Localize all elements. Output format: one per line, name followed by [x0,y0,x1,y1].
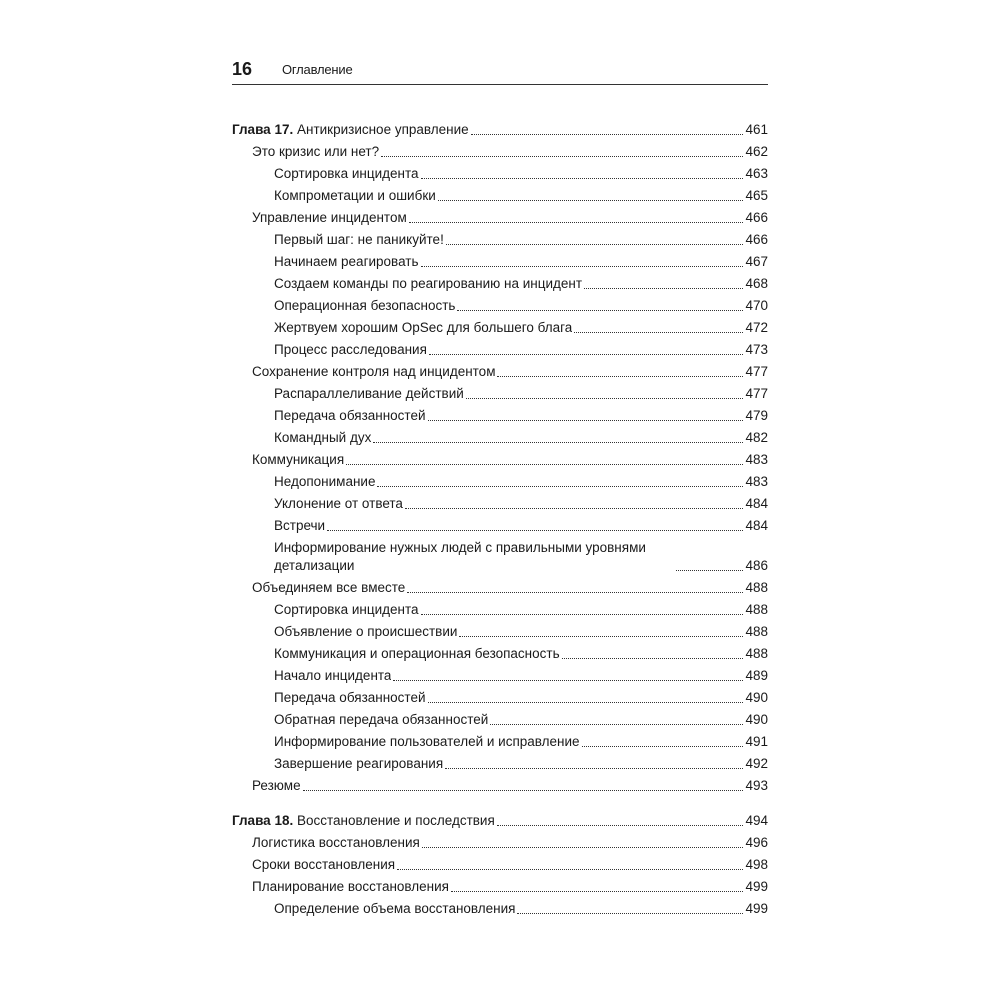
toc-entry-text: Логистика восстановления [252,835,420,850]
toc-entry-title [274,253,419,271]
toc-page-number: 490 [745,712,768,727]
toc-entry-title [274,429,371,447]
toc-entry-title [252,834,420,852]
toc-page-number: 491 [745,734,768,749]
toc-entry-text: Процесс расследования [274,342,427,357]
toc-page-number: 467 [745,254,768,269]
toc-entry-title [274,165,419,183]
toc-entry-text: Командный дух [274,430,372,445]
toc-entry-text: Жертвуем хорошим OpSec для большего блага [274,320,573,335]
toc-page-number: 479 [745,408,768,423]
toc-entry-title [274,517,325,535]
toc-entry-text: Коммуникация и операционная безопасность [274,646,560,661]
toc-entry-title [274,231,444,249]
dot-leader [377,486,743,487]
toc-page-number: 461 [745,122,768,137]
toc-entry-text: Сохранение контроля над инцидентом [252,364,496,379]
dot-leader [574,332,743,333]
toc-entry [232,337,768,359]
toc-entry-text: Первый шаг: не паникуйте! [274,232,444,247]
toc-entry [232,469,768,491]
toc-entry-title [252,579,405,597]
toc-page-number: 488 [745,624,768,639]
toc-entry [232,597,768,619]
toc-chapter-entry [232,117,768,139]
toc-entry-text: Компрометации и ошибки [274,188,436,203]
running-title: Оглавление [282,62,353,77]
toc-entry-text: Резюме [252,778,301,793]
toc-entry-text: Уклонение от ответа [274,496,403,511]
toc-entry-text: Планирование восстановления [252,879,449,894]
toc-entry [232,161,768,183]
toc-entry-text: Передача обязанностей [274,690,426,705]
toc-entry-title [274,755,443,773]
toc-entry-text: Недопонимание [274,474,376,489]
toc-entry [232,315,768,337]
toc-page-number: 496 [745,835,768,850]
toc-page-number: 483 [745,452,768,467]
toc-page-number: 466 [745,232,768,247]
toc-entry-title [252,143,379,161]
toc-page-number: 499 [745,879,768,894]
dot-leader [490,724,743,725]
toc-chapter-label: Глава 18. [232,813,294,828]
toc-entry-title [274,645,560,663]
toc-entry-title [274,341,427,359]
toc-entry [232,205,768,227]
dot-leader [497,825,744,826]
toc-entry-title [274,407,426,425]
toc-entry [232,729,768,751]
toc-entry-title [274,539,674,575]
toc-page-number: 488 [745,580,768,595]
toc-entry [232,381,768,403]
dot-leader [517,913,743,914]
toc-entry-title [274,900,515,918]
toc-page-number: 499 [745,901,768,916]
toc-page-number: 462 [745,144,768,159]
dot-leader [428,420,744,421]
dot-leader [438,200,744,201]
toc-entry-title [274,711,488,729]
dot-leader [445,768,743,769]
toc-entry [232,707,768,729]
dot-leader [303,790,744,791]
dot-leader [459,636,743,637]
toc-page-number: 477 [745,386,768,401]
toc-page-number: 493 [745,778,768,793]
dot-leader [421,266,744,267]
toc-page-number: 498 [745,857,768,872]
toc-page-number: 477 [745,364,768,379]
toc-entry-title [232,121,469,139]
toc-page-number: 488 [745,646,768,661]
toc-entry [232,293,768,315]
toc-entry [232,227,768,249]
toc-entry-title [274,623,457,641]
dot-leader [457,310,743,311]
dot-leader [429,354,744,355]
toc-entry-title [274,689,426,707]
toc-entry [232,575,768,597]
toc-entry-text: Объявление о происшествии [274,624,458,639]
toc-page-number: 484 [745,496,768,511]
toc-entry-text: Антикризисное управление [296,122,469,137]
toc-page-number: 494 [745,813,768,828]
dot-leader [405,508,744,509]
toc-entry [232,271,768,293]
dot-leader [471,134,744,135]
toc-entry-text: Объединяем все вместе [252,580,406,595]
dot-leader [421,614,744,615]
toc-entry [232,685,768,707]
toc-entry-text: Коммуникация [252,452,345,467]
toc-entry [232,513,768,535]
toc-entry [232,535,768,575]
toc-chapter-label: Глава 17. [232,122,294,137]
toc-entry [232,447,768,469]
toc-page-number: 492 [745,756,768,771]
toc-page-number: 483 [745,474,768,489]
toc-entry-title [252,878,449,896]
toc-entry [232,641,768,663]
toc-entry-text: Сортировка инцидента [274,602,419,617]
toc-entry-text: Передача обязанностей [274,408,426,423]
toc-entry [232,751,768,773]
dot-leader [346,464,743,465]
toc-entry-title [252,363,495,381]
toc-entry [232,852,768,874]
toc-entry [232,619,768,641]
toc-page-number: 472 [745,320,768,335]
toc-entry-title [274,601,419,619]
dot-leader [582,746,744,747]
dot-leader [422,847,744,848]
dot-leader [393,680,743,681]
toc-page-number: 473 [745,342,768,357]
toc-page-number: 486 [745,558,768,573]
toc-entry-text: Распараллеливание действий [274,386,464,401]
dot-leader [428,702,744,703]
toc-entry-text: Начинаем реагировать [274,254,419,269]
toc-entry [232,830,768,852]
toc-page-number: 470 [745,298,768,313]
toc-entry [232,403,768,425]
table-of-contents [232,117,768,918]
toc-entry [232,139,768,161]
toc-entry [232,773,768,795]
dot-leader [409,222,744,223]
dot-leader [327,530,743,531]
toc-entry [232,249,768,271]
toc-entry-text: Обратная передача обязанностей [274,712,489,727]
toc-entry [232,896,768,918]
toc-entry-text: Завершение реагирования [274,756,444,771]
dot-leader [407,592,743,593]
toc-page-number: 488 [745,602,768,617]
toc-entry-title [274,385,464,403]
toc-entry-text: Информирование пользователей и исправление [274,734,580,749]
toc-entry-title [274,275,582,293]
dot-leader [446,244,744,245]
toc-entry-text: Восстановление и последствия [296,813,495,828]
toc-entry [232,491,768,513]
dot-leader [421,178,744,179]
dot-leader [381,156,743,157]
toc-page-number: 490 [745,690,768,705]
dot-leader [451,891,743,892]
toc-entry [232,425,768,447]
dot-leader [562,658,744,659]
page-number: 16 [232,59,253,79]
dot-leader [373,442,743,443]
dot-leader [497,376,743,377]
toc-entry-text: Сортировка инцидента [274,166,419,181]
toc-entry-title [232,812,495,830]
toc-entry-title [252,777,301,795]
toc-entry [232,874,768,896]
toc-entry-title [274,319,572,337]
dot-leader [676,570,743,571]
toc-entry-text: Информирование нужных людей с правильными уровнями детализации [274,540,646,573]
toc-page-number: 468 [745,276,768,291]
toc-entry-title [252,209,407,227]
toc-page-number: 489 [745,668,768,683]
toc-entry [232,359,768,381]
page-header [232,58,768,85]
toc-entry-title [274,733,580,751]
toc-page-number: 482 [745,430,768,445]
toc-entry-text: Определение объема восстановления [274,901,516,916]
toc-entry-text: Управление инцидентом [252,210,407,225]
toc-entry [232,663,768,685]
toc-entry-title [252,856,395,874]
toc-entry [232,183,768,205]
toc-page-number: 484 [745,518,768,533]
toc-entry-text: Операционная безопасность [274,298,456,313]
dot-leader [397,869,743,870]
toc-entry-text: Это кризис или нет? [252,144,380,159]
toc-entry-title [274,495,403,513]
toc-page-number: 465 [745,188,768,203]
toc-entry-title [274,187,436,205]
dot-leader [466,398,744,399]
toc-entry-text: Сроки восстановления [252,857,396,872]
toc-entry-text: Начало инцидента [274,668,392,683]
toc-entry-title [274,667,391,685]
dot-leader [584,288,743,289]
toc-entry-text: Создаем команды по реагированию на инцидент [274,276,583,291]
toc-entry-text: Встречи [274,518,326,533]
toc-chapter-entry [232,808,768,830]
toc-entry-title [274,473,375,491]
toc-entry-title [274,297,455,315]
toc-entry-title [252,451,344,469]
toc-page-number: 466 [745,210,768,225]
toc-page-number: 463 [745,166,768,181]
